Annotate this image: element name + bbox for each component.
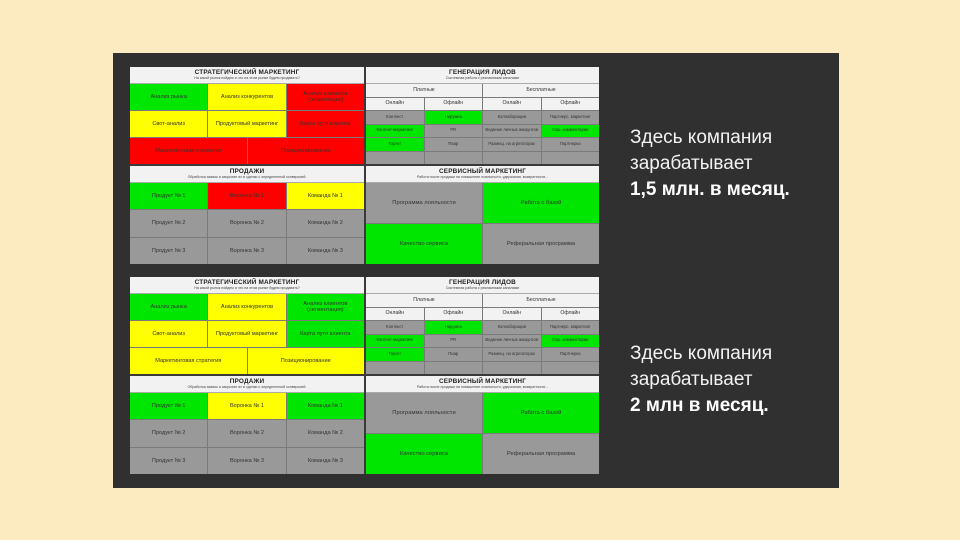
quadrant-title: ГЕНЕРАЦИЯ ЛИДОВ — [449, 279, 516, 286]
quadrant-title: СЕРВИСНЫЙ МАРКЕТИНГ — [438, 378, 527, 385]
sales-cell: Команда № 3 — [287, 238, 364, 264]
service-cell: Работа с базой — [483, 393, 599, 433]
caption-line2: зарабатывает — [630, 153, 753, 174]
sales-cell: Команда № 1 — [287, 393, 364, 419]
service-cell: Реферальная программа — [483, 224, 599, 264]
quadrant-header — [366, 67, 599, 84]
lead-channel-cell — [366, 362, 424, 375]
lead-channel-cell: Партнерка — [542, 348, 600, 361]
quadrant-header — [366, 166, 599, 183]
lead-channel-cell: Наружка — [425, 321, 483, 334]
quadrant-subtitle: На какой рынок пойдем и что на этом рынке будем продавать? — [194, 76, 300, 80]
service-cell: Качество сервиса — [366, 434, 482, 474]
quadrant-header — [366, 376, 599, 393]
service-cell: Программа лояльности — [366, 183, 482, 223]
caption-highlight: 1,5 млн. в месяц. — [630, 179, 790, 200]
lead-channel-cell: Хэш. комментарии — [542, 125, 600, 138]
quadrant-title: ПРОДАЖИ — [229, 378, 265, 385]
sales-cell: Команда № 1 — [287, 183, 364, 209]
marketing-cell: Свот-анализ — [130, 111, 207, 137]
sales-quadrant — [130, 166, 364, 264]
lead-channel-cell: Размещ. на агрегаторах — [483, 348, 541, 361]
paid-header: Платные — [366, 84, 482, 97]
quadrant-subtitle: Обработка заявок и закрытие их в сделки с определенной конверсией. — [187, 385, 307, 389]
lead-channel-cell — [542, 152, 600, 165]
quadrant-subtitle: На какой рынок пойдем и что на этом рынке будем продавать? — [194, 286, 300, 290]
lead-generation-quadrant — [366, 277, 599, 374]
lead-channel-cell: Контекст — [366, 111, 424, 124]
lead-channel-cell — [542, 362, 600, 375]
sales-cell: Команда № 2 — [287, 420, 364, 446]
service-cell: Работа с базой — [483, 183, 599, 223]
marketing-cell: Анализ конкурентов — [208, 294, 285, 320]
lead-channel-cell: Ведение личных аккаунтов — [483, 335, 541, 348]
lead-channel-cell: PR — [425, 125, 483, 138]
lead-channel-cell — [425, 362, 483, 375]
free-header: Бесплатные — [483, 84, 599, 97]
lead-channel-cell: Контекст — [366, 321, 424, 334]
quadrant-header — [130, 376, 364, 393]
lead-channel-cell: PR — [425, 335, 483, 348]
sales-cell: Продукт № 1 — [130, 393, 207, 419]
sales-cell: Продукт № 2 — [130, 420, 207, 446]
service-marketing-quadrant — [366, 376, 599, 474]
quadrant-subtitle: Работа после продажи на повышение лояльности, удержания, возвратности... — [416, 385, 549, 389]
channel-type-header: Офлайн — [425, 98, 483, 111]
lead-channel-cell: Пиар — [425, 138, 483, 151]
caption-highlight: 2 млн в месяц. — [630, 395, 769, 416]
quadrant-title: ГЕНЕРАЦИЯ ЛИДОВ — [449, 69, 516, 76]
lead-channel-cell: Хэш. комментарии — [542, 335, 600, 348]
caption-line1: Здесь компания — [630, 343, 773, 364]
quadrant-title: СТРАТЕГИЧЕСКИЙ МАРКЕТИНГ — [194, 279, 300, 286]
marketing-cell: Карта пути клиента — [287, 321, 364, 347]
lead-channel-cell: Партнерка — [542, 138, 600, 151]
marketing-cell: Анализ клиентов (сегментация) — [287, 294, 364, 320]
channel-type-header: Онлайн — [366, 308, 424, 321]
lead-channel-cell: Размещ. на агрегаторах — [483, 138, 541, 151]
lead-channel-cell: Коллаборации — [483, 321, 541, 334]
caption-line2: зарабатывает — [630, 369, 753, 390]
service-cell: Реферальная программа — [483, 434, 599, 474]
lead-channel-cell — [425, 152, 483, 165]
quadrant-grid — [130, 183, 364, 264]
quadrant-header — [130, 67, 364, 84]
sales-cell: Воронка № 3 — [208, 238, 285, 264]
quadrant-title: СТРАТЕГИЧЕСКИЙ МАРКЕТИНГ — [194, 69, 300, 76]
lead-channel-cell: Таргет — [366, 348, 424, 361]
lead-channel-cell — [483, 362, 541, 375]
quadrant-title: ПРОДАЖИ — [229, 168, 265, 175]
quadrant-grid — [366, 393, 599, 474]
caption-line1: Здесь компания — [630, 127, 773, 148]
quadrant-header — [130, 166, 364, 183]
sales-cell: Продукт № 3 — [130, 238, 207, 264]
sales-cell: Команда № 2 — [287, 210, 364, 236]
sales-cell: Воронка № 2 — [208, 210, 285, 236]
lead-channel-cell: Партнерс. маркетинг — [542, 111, 600, 124]
quadrant-title: СЕРВИСНЫЙ МАРКЕТИНГ — [438, 168, 527, 175]
lead-channel-cell — [366, 152, 424, 165]
channel-type-header: Офлайн — [542, 98, 600, 111]
sales-cell: Воронка № 1 — [208, 183, 285, 209]
service-cell: Качество сервиса — [366, 224, 482, 264]
quadrant-grid — [366, 294, 599, 374]
lead-channel-cell: Пиар — [425, 348, 483, 361]
strategic-marketing-quadrant — [130, 277, 364, 374]
lead-channel-cell: Наружка — [425, 111, 483, 124]
lead-generation-quadrant — [366, 67, 599, 164]
quadrant-header — [130, 277, 364, 294]
free-header: Бесплатные — [483, 294, 599, 307]
marketing-cell: Анализ рынка — [130, 294, 207, 320]
marketing-cell: Анализ клиентов (сегментация) — [287, 84, 364, 110]
lead-channel-cell: Таргет — [366, 138, 424, 151]
quadrant-header — [366, 277, 599, 294]
sales-cell: Команда № 3 — [287, 448, 364, 474]
channel-type-header: Офлайн — [542, 308, 600, 321]
marketing-cell: Маркетинговая стратегия — [130, 348, 247, 374]
lead-channel-cell: Контент-маркетинг — [366, 125, 424, 138]
sales-cell: Воронка № 2 — [208, 420, 285, 446]
channel-type-header: Онлайн — [483, 98, 541, 111]
quadrant-grid — [366, 84, 599, 164]
sales-cell: Воронка № 3 — [208, 448, 285, 474]
quadrant-subtitle: Системная работа с рекламными каналами — [445, 76, 520, 80]
service-cell: Программа лояльности — [366, 393, 482, 433]
quadrant-subtitle: Обработка заявок и закрытие их в сделки с определенной конверсией. — [187, 175, 307, 179]
growth-board-1 — [130, 67, 599, 264]
sales-cell: Воронка № 1 — [208, 393, 285, 419]
marketing-cell: Анализ рынка — [130, 84, 207, 110]
marketing-cell: Анализ конкурентов — [208, 84, 285, 110]
lead-channel-cell: Партнерс. маркетинг — [542, 321, 600, 334]
sales-quadrant — [130, 376, 364, 474]
growth-board-2 — [130, 277, 599, 474]
marketing-cell: Продуктовый маркетинг — [208, 111, 285, 137]
caption-1 — [630, 125, 830, 203]
quadrant-grid — [130, 393, 364, 474]
lead-channel-cell: Контент-маркетинг — [366, 335, 424, 348]
lead-channel-cell: Коллаборации — [483, 111, 541, 124]
channel-type-header: Онлайн — [366, 98, 424, 111]
strategic-marketing-quadrant — [130, 67, 364, 164]
channel-type-header: Онлайн — [483, 308, 541, 321]
quadrant-subtitle: Работа после продажи на повышение лояльности, удержания, возвратности... — [416, 175, 549, 179]
quadrant-grid — [130, 84, 364, 164]
sales-cell: Продукт № 1 — [130, 183, 207, 209]
paid-header: Платные — [366, 294, 482, 307]
marketing-cell: Маркетинговая стратегия — [130, 138, 247, 164]
caption-2 — [630, 341, 830, 419]
quadrant-grid — [366, 183, 599, 264]
quadrant-subtitle: Системная работа с рекламными каналами — [445, 286, 520, 290]
quadrant-grid — [130, 294, 364, 374]
marketing-cell: Продуктовый маркетинг — [208, 321, 285, 347]
lead-channel-cell — [483, 152, 541, 165]
marketing-cell: Карта пути клиента — [287, 111, 364, 137]
sales-cell: Продукт № 3 — [130, 448, 207, 474]
channel-type-header: Офлайн — [425, 308, 483, 321]
service-marketing-quadrant — [366, 166, 599, 264]
marketing-cell: Позиционирование — [248, 138, 365, 164]
marketing-cell: Позиционирование — [248, 348, 365, 374]
lead-channel-cell: Ведение личных аккаунтов — [483, 125, 541, 138]
sales-cell: Продукт № 2 — [130, 210, 207, 236]
marketing-cell: Свот-анализ — [130, 321, 207, 347]
